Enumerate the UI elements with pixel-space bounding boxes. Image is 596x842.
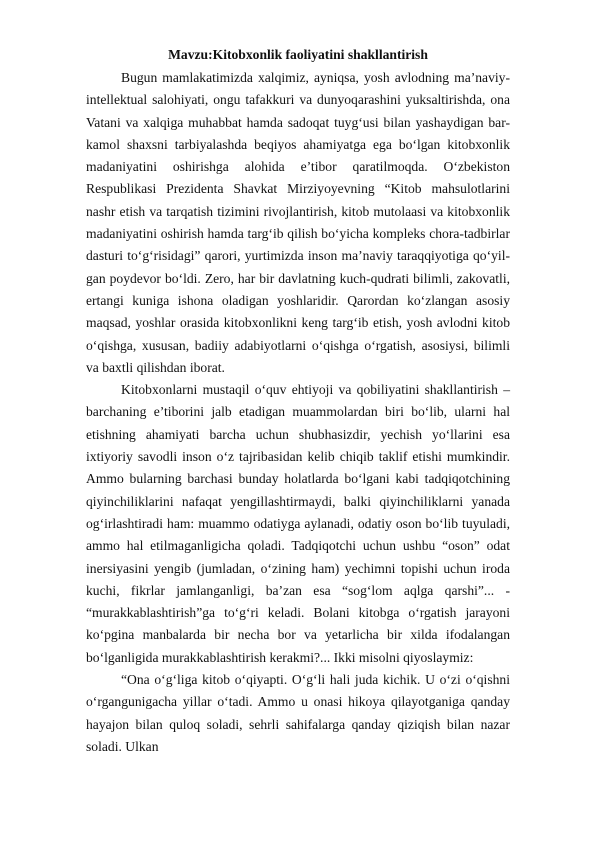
paragraph-3: “Ona oʻgʻliga kitob oʻqiyapti. Oʻgʻli hali juda kichik. U oʻzi oʻqishni oʻrgangunigacha yillar oʻtadi. Ammo u onasi hikoya qilayotganiga qanday hayajon bilan quloq soladi, sehrli sahifalarga qanday qiziqish bilan nazar soladi. Ulkan <box>86 672 510 754</box>
document-title: Mavzu:Kitobxonlik faoliyatini shakllantirish <box>168 47 428 62</box>
paragraph-2: Kitobxonlarni mustaqil oʻquv ehtiyoji va qobiliyatini shakllantirish – barchaning e’tiborini jalb etadigan muammolardan biri boʻlib, ularni hal etishning ahamiyati barcha uchun shubhasizdir, yechish yoʻllarini esa ixtiyoriy savodli inson oʻz tajribasidan kelib chiqib taklif etishi mumkindir. Ammo bularning barchasi bunday holatlarda boʻlgani kabi tadqiqotchining qiyinchiliklarini nafaqat yengillashtirmaydi, balki qiyinchiliklarni yanada ogʻirlashtiradi ham: muammo odatiyga aylanadi, odatiy oson boʻlib tuyuladi, ammo hal etilmaganligicha qoladi. Tadqiqotchi uchun ushbu “oson” odat inersiyasini yengib (jumladan, oʻzining ham) yechimni topishi uchun iroda kuchi, fikrlar jamlanganligi, ba’zan esa “sogʻlom aqlga qarshi”... - “murakkablashtirish”ga toʻgʻri keladi. Bolani kitobga oʻrgatish jarayoni koʻpgina manbalarda bir necha bor va yetarlicha bir xilda ifodalangan boʻlganligida murakkablashtirish kerakmi?... Ikki misolni qiyoslaymiz: <box>86 382 510 665</box>
paragraph-1: Bugun mamlakatimizda xalqimiz, ayniqsa, yosh avlodning ma’naviy-intellektual salohiyati, ongu tafakkuri va dunyoqarashini yuksaltirishda, ona Vatani va xalqiga muhabbat hamda sadoqat tuygʻusi bilan yashaydigan bar- kamol shaxsni tarbiyalashda beqiyos ahamiyatga ega boʻlgan kitobxonlik madaniyatini oshirishga alohida e’tibor qaratilmoqda. Oʻzbekiston Respublikasi Prezidenta Shavkat Mirziyoyevning “Kitob mahsulotlarini nashr etish va tarqatish tizimini rivojlantirish, kitob mutolaasi va kitobxonlik madaniyatini oshirish hamda targʻib qilish boʻyicha kompleks chora-tadbirlar dasturi toʻgʻrisidagi” qarori, yurtimizda inson ma’naviy taraqqiyotiga qoʻyil- gan poydevor boʻldi. Zero, har bir davlatning kuch-qudrati bilimli, zakovatli, ertangi kuniga ishona oladigan yoshlaridir. Qarordan koʻzlangan asosiy maqsad, yoshlar orasida kitobxonlikni keng targʻib etish, yosh avlodni kitob oʻqishga, xususan, badiiy adabiyotlarni oʻqishga oʻrgatish, asosiysi, bilimli va baxtli qilishdan iborat. <box>86 70 510 375</box>
document-page <box>86 44 510 758</box>
